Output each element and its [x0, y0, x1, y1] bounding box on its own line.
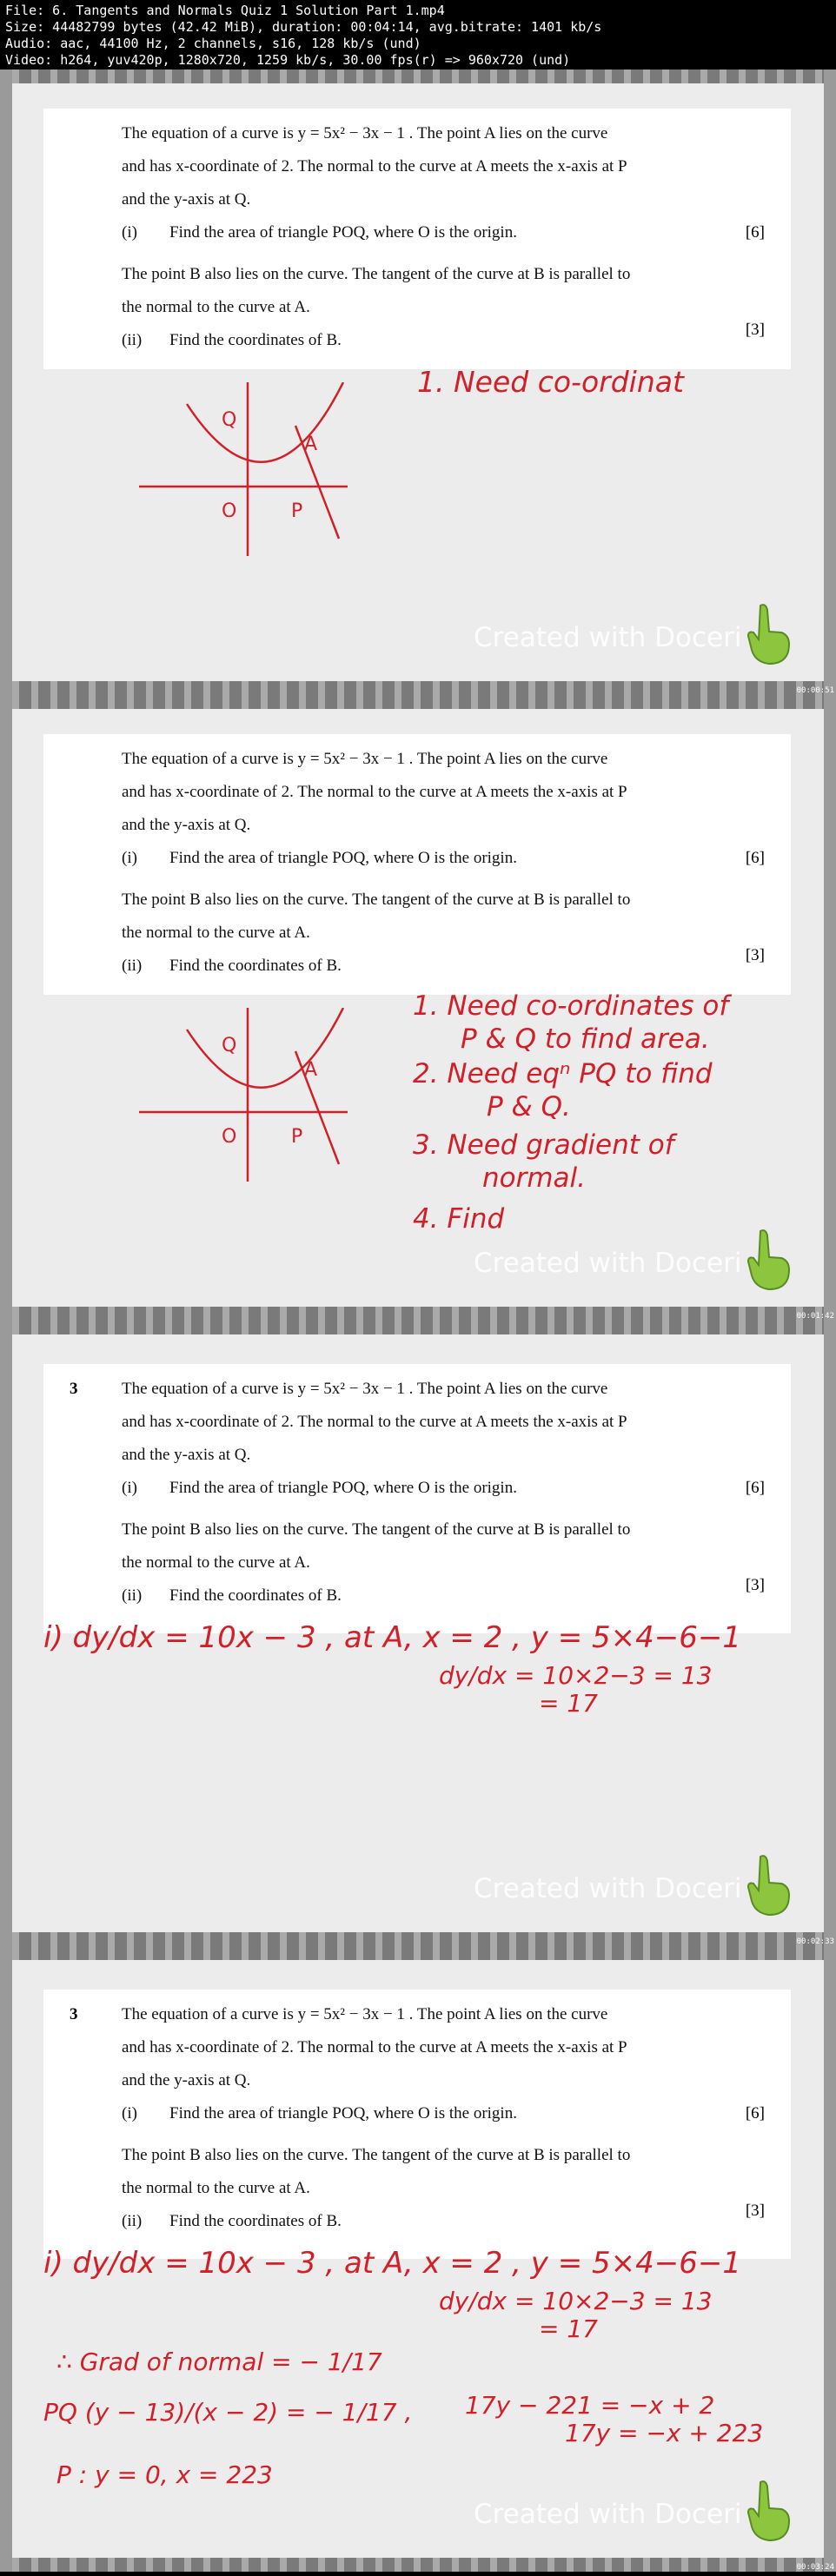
video-frame-2	[0, 695, 836, 1321]
question-line-4: The point B also lies on the curve. The tangent of the curve at B is parallel to	[122, 265, 631, 283]
handwritten-note: normal.	[482, 1162, 587, 1194]
video-info-line: Video: h264, yuv420p, 1280x720, 1259 kb/s, 30.00 fps(r) => 960x720 (und)	[5, 52, 571, 68]
part-ii-text: Find the coordinates of B.	[169, 331, 342, 349]
label-o: O	[222, 1126, 237, 1148]
handwritten-working: 17y − 221 = −x + 2	[465, 2391, 715, 2420]
question-line-5: the normal to the curve at A.	[122, 924, 310, 942]
part-ii-marks: [3]	[745, 2202, 765, 2220]
part-i-text: Find the area of triangle POQ, where O is the origin.	[169, 2104, 517, 2122]
film-rail-bottom	[0, 2558, 836, 2572]
video-frame-4	[0, 1946, 836, 2572]
handwritten-note: 1. Need co-ordinates of	[413, 990, 729, 1022]
handwritten-working: ∴ Grad of normal = − 1/17	[56, 2348, 382, 2376]
film-rail-top	[0, 70, 836, 83]
frame-timestamp: 00:00:51	[796, 686, 834, 695]
question-line-1: The equation of a curve is y = 5x² − 3x − 1 . The point A lies on the curve	[122, 2005, 608, 2023]
film-rail-bottom	[0, 681, 836, 695]
frame-timestamp: 00:02:33	[796, 1937, 834, 1946]
handwritten-working: P : y = 0, x = 223	[56, 2460, 273, 2489]
curve-sketch	[130, 382, 356, 556]
part-i-text: Find the area of triangle POQ, where O is the origin.	[169, 223, 517, 242]
file-info-header	[0, 0, 836, 70]
film-side-left	[0, 1321, 12, 1946]
question-line-2: and has x-coordinate of 2. The normal to the curve at A meets the x-axis at P	[122, 783, 627, 801]
question-line-4: The point B also lies on the curve. The tangent of the curve at B is parallel to	[122, 2146, 631, 2164]
file-name-line: File: 6. Tangents and Normals Quiz 1 Solution Part 1.mp4	[5, 3, 445, 18]
part-i-label: (i)	[122, 1479, 137, 1497]
part-ii-label: (ii)	[122, 331, 143, 349]
part-i-marks: [6]	[745, 1479, 765, 1497]
question-line-4: The point B also lies on the curve. The tangent of the curve at B is parallel to	[122, 1520, 631, 1539]
question-line-1: The equation of a curve is y = 5x² − 3x − 1 . The point A lies on the curve	[122, 1380, 608, 1398]
audio-info-line: Audio: aac, 44100 Hz, 2 channels, s16, 128 kb/s (und)	[5, 36, 421, 51]
film-rail-top	[0, 695, 836, 709]
handwritten-note: 1. Need co-ordinat	[417, 365, 684, 399]
part-i-text: Find the area of triangle POQ, where O is the origin.	[169, 1479, 517, 1497]
parabola-curve	[187, 1008, 343, 1088]
question-line-3: and the y-axis at Q.	[122, 190, 251, 209]
video-frame-1	[0, 70, 836, 695]
part-ii-text: Find the coordinates of B.	[169, 2212, 342, 2230]
question-paper	[43, 109, 791, 369]
film-side-right	[824, 695, 836, 1321]
film-side-right	[824, 1946, 836, 2572]
part-ii-text: Find the coordinates of B.	[169, 1586, 342, 1605]
handwritten-working: i) dy/dx = 10x − 3 , at A, x = 2 , y = 5×4−6−1	[43, 2246, 742, 2281]
doceri-hand-icon	[743, 601, 795, 666]
parabola-curve	[187, 382, 343, 462]
question-line-4: The point B also lies on the curve. The tangent of the curve at B is parallel to	[122, 891, 631, 909]
handwritten-working: dy/dx = 10×2−3 = 13	[439, 2287, 713, 2315]
film-rail-bottom	[0, 1932, 836, 1946]
part-i-label: (i)	[122, 2104, 137, 2122]
question-line-3: and the y-axis at Q.	[122, 2071, 251, 2089]
doceri-watermark: Created with Doceri	[474, 2499, 742, 2530]
handwritten-working: PQ (y − 13)/(x − 2) = − 1/17 ,	[43, 2398, 413, 2427]
question-line-2: and has x-coordinate of 2. The normal to the curve at A meets the x-axis at P	[122, 1413, 627, 1431]
question-line-5: the normal to the curve at A.	[122, 298, 310, 316]
part-i-label: (i)	[122, 223, 137, 242]
video-frame-3	[0, 1321, 836, 1946]
label-p: P	[291, 500, 303, 522]
doceri-watermark: Created with Doceri	[474, 1873, 742, 1904]
question-number: 3	[70, 2005, 78, 2023]
question-line-5: the normal to the curve at A.	[122, 1553, 310, 1572]
film-side-left	[0, 70, 12, 695]
handwritten-working: dy/dx = 10×2−3 = 13	[439, 1661, 713, 1690]
question-line-1: The equation of a curve is y = 5x² − 3x − 1 . The point A lies on the curve	[122, 124, 608, 142]
film-side-left	[0, 1946, 12, 2572]
part-ii-label: (ii)	[122, 2212, 143, 2230]
question-line-3: and the y-axis at Q.	[122, 816, 251, 834]
film-rail-top	[0, 1946, 836, 1960]
label-q: Q	[222, 1035, 237, 1056]
question-number: 3	[70, 1380, 78, 1398]
curve-sketch	[130, 1008, 356, 1182]
part-i-marks: [6]	[745, 2104, 765, 2122]
part-ii-marks: [3]	[745, 321, 765, 339]
doceri-hand-icon	[743, 2478, 795, 2543]
film-rail-top	[0, 1321, 836, 1334]
part-ii-label: (ii)	[122, 1586, 143, 1605]
part-i-marks: [6]	[745, 849, 765, 867]
handwritten-note: P & Q to find area.	[461, 1023, 710, 1055]
frame-timestamp: 00:01:42	[796, 1312, 834, 1321]
label-o: O	[222, 500, 237, 522]
question-line-2: and has x-coordinate of 2. The normal to the curve at A meets the x-axis at P	[122, 2038, 627, 2056]
part-ii-marks: [3]	[745, 946, 765, 964]
film-rail-bottom	[0, 1307, 836, 1321]
handwritten-working: 17y = −x + 223	[565, 2419, 764, 2447]
doceri-hand-icon	[743, 1227, 795, 1292]
label-a: A	[304, 1059, 318, 1081]
film-side-right	[824, 1321, 836, 1946]
question-line-5: the normal to the curve at A.	[122, 2179, 310, 2197]
handwritten-note: 4. Find	[413, 1203, 505, 1235]
handwritten-working: = 17	[539, 2314, 598, 2343]
question-line-3: and the y-axis at Q.	[122, 1446, 251, 1464]
question-paper	[43, 1990, 791, 2259]
film-side-right	[824, 70, 836, 695]
part-ii-label: (ii)	[122, 957, 143, 975]
film-side-left	[0, 695, 12, 1321]
question-paper	[43, 734, 791, 995]
doceri-hand-icon	[743, 1852, 795, 1917]
part-i-marks: [6]	[745, 223, 765, 242]
file-size-line: Size: 44482799 bytes (42.42 MiB), duration: 00:04:14, avg.bitrate: 1401 kb/s	[5, 19, 602, 35]
handwritten-note: 3. Need gradient of	[413, 1129, 674, 1161]
question-line-1: The equation of a curve is y = 5x² − 3x − 1 . The point A lies on the curve	[122, 750, 608, 768]
part-i-text: Find the area of triangle POQ, where O is the origin.	[169, 849, 517, 867]
handwritten-note: P & Q.	[487, 1091, 571, 1122]
part-ii-text: Find the coordinates of B.	[169, 957, 342, 975]
label-a: A	[304, 434, 318, 455]
label-q: Q	[222, 409, 237, 431]
label-p: P	[291, 1126, 303, 1148]
question-line-2: and has x-coordinate of 2. The normal to the curve at A meets the x-axis at P	[122, 157, 627, 175]
handwritten-working: = 17	[539, 1689, 598, 1718]
handwritten-note: 2. Need eqⁿ PQ to find	[413, 1058, 713, 1089]
frame-timestamp: 00:03:24	[796, 2563, 834, 2572]
doceri-watermark: Created with Doceri	[474, 622, 742, 653]
question-paper	[43, 1364, 791, 1633]
doceri-watermark: Created with Doceri	[474, 1248, 742, 1279]
part-ii-marks: [3]	[745, 1576, 765, 1594]
handwritten-working: i) dy/dx = 10x − 3 , at A, x = 2 , y = 5×4−6−1	[43, 1620, 742, 1655]
part-i-label: (i)	[122, 849, 137, 867]
